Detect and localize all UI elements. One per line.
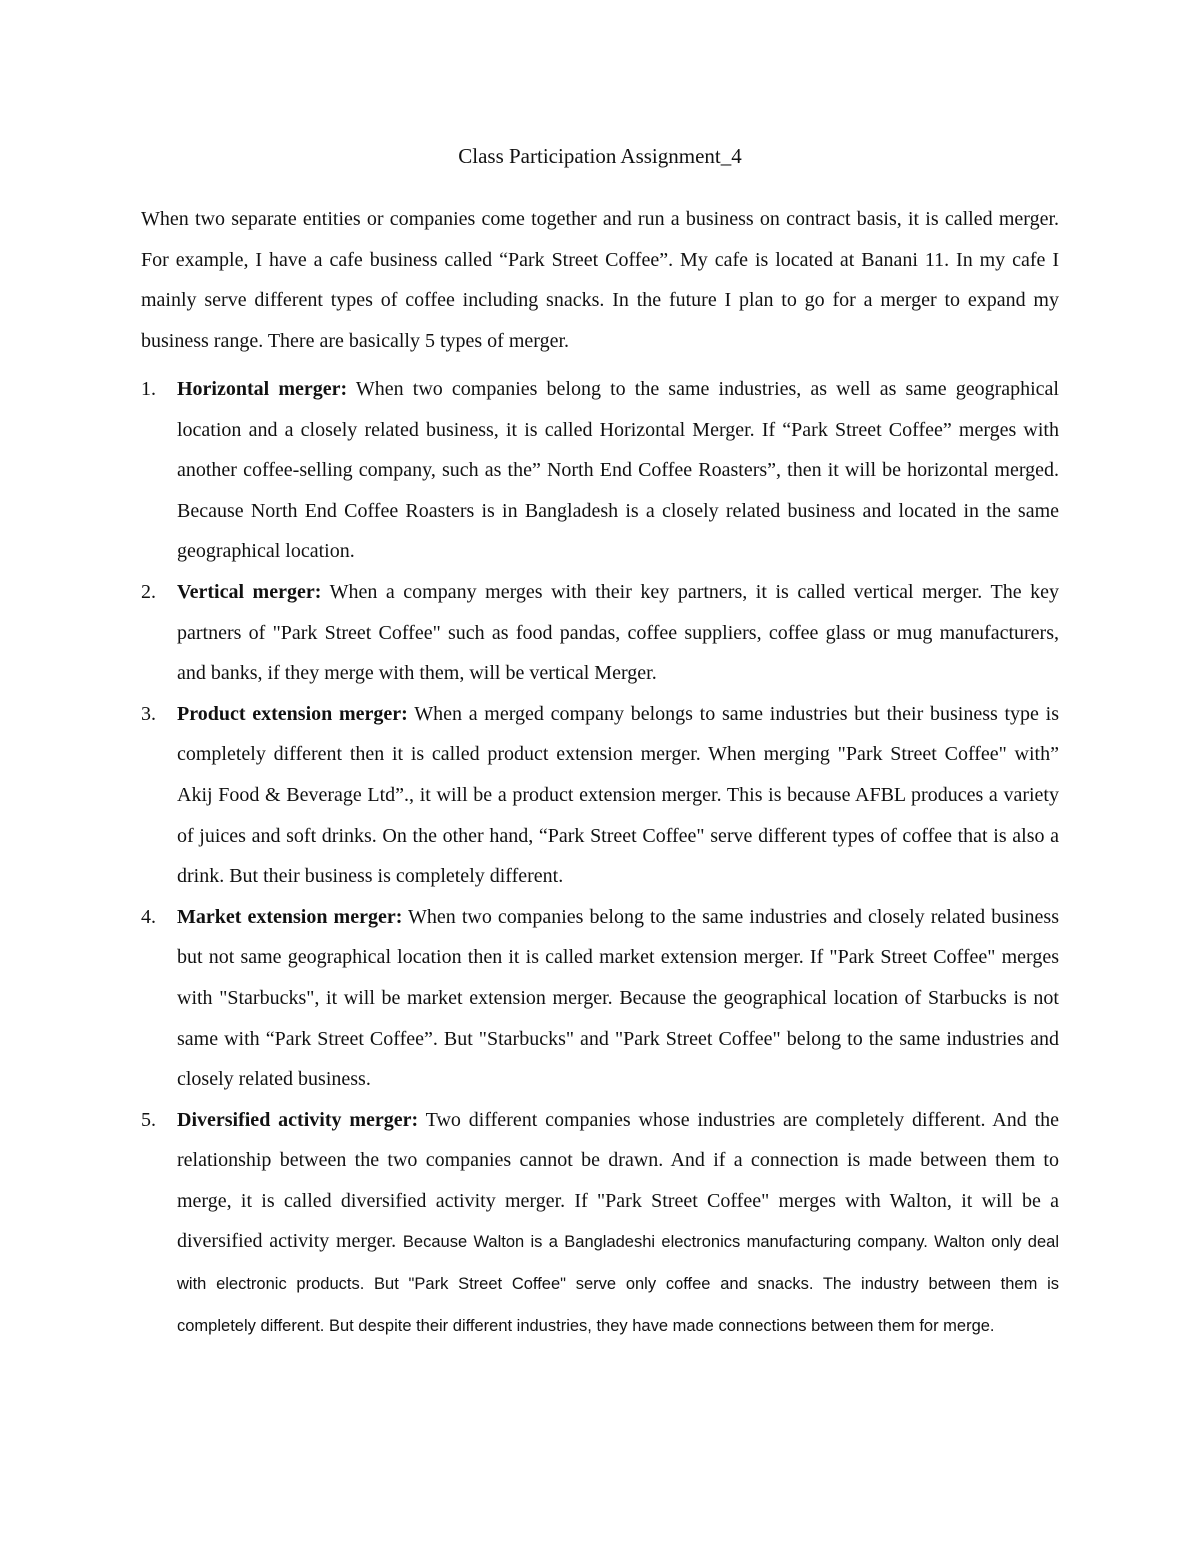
list-number: 5. <box>141 1108 156 1131</box>
item-text: When two companies belong to the same industries, as well as same geographical location and a closely related business, it is called Horizontal Merger. If “Park Street Coffee” merges with another coffee-selling company, such as the” North End Coffee Roasters”, then it will be horizontal merged. Because North End Coffee Roasters is in Bangladesh is a closely related business and located in the same geographical location. <box>177 378 1059 563</box>
item-text: When a company merges with their key partners, it is called vertical merger. The key partners of "Park Street Coffee" such as food pandas, coffee suppliers, coffee glass or mug manufacturers, and banks, if they merge with them, will be vertical Merger. <box>177 580 1059 685</box>
list-item <box>141 572 1059 694</box>
item-heading: Diversified activity merger: <box>177 1108 419 1131</box>
item-text: When two companies belong to the same industries and closely related business but not same geographical location then it is called market extension merger. If "Park Street Coffee" merges with "Starbucks", it will be market extension merger. Because the geographical location of Starbucks is not same with “Park Street Coffee”. But "Starbucks" and "Park Street Coffee" belong to the same industries and closely related business. <box>177 905 1059 1091</box>
intro-paragraph: When two separate entities or companies come together and run a business on contract basis, it is called merger. For example, I have a cafe business called “Park Street Coffee”. My cafe is located at Banani 11. In my cafe I mainly serve different types of coffee including snacks. In the future I plan to go for a merger to expand my business range. There are basically 5 types of merger. <box>141 208 1059 352</box>
list-item <box>141 369 1059 572</box>
item-heading: Product extension merger: <box>177 702 408 725</box>
list-number: 1. <box>141 378 156 400</box>
item-heading: Horizontal merger: <box>177 378 348 400</box>
list-item <box>141 1100 1059 1347</box>
document-title: Class Participation Assignment_4 <box>458 144 742 168</box>
list-number: 3. <box>141 702 156 725</box>
item-heading: Vertical merger: <box>177 580 322 603</box>
item-text: Two different companies whose industries are completely different. And the relationship between the two companies cannot be drawn. And if a connection is made between them to merge, it is called diversified activity merger. If "Park Street Coffee" merges with Walton, it will be a diversified activity merger. <box>177 1108 1059 1253</box>
item-text-small: Because Walton is a Bangladeshi electronics manufacturing company. Walton only deal with electronic products. But "Park Street Coffee" serve only coffee and snacks. The industry between them is completely different. But despite their different industries, they have made connections between them for merge. <box>177 1233 1059 1335</box>
item-heading: Market extension merger: <box>177 905 403 928</box>
list-number: 4. <box>141 905 156 928</box>
item-text: When a merged company belongs to same industries but their business type is completely different then it is called product extension merger. When merging "Park Street Coffee" with” Akij Food & Beverage Ltd”., it will be a product extension merger. This is because AFBL produces a variety of juices and soft drinks. On the other hand, “Park Street Coffee" serve different types of coffee that is also a drink. But their business is completely different. <box>177 702 1060 888</box>
merger-types-list <box>141 369 1059 1346</box>
list-item <box>141 694 1059 897</box>
list-item <box>141 897 1059 1100</box>
list-number: 2. <box>141 580 156 603</box>
